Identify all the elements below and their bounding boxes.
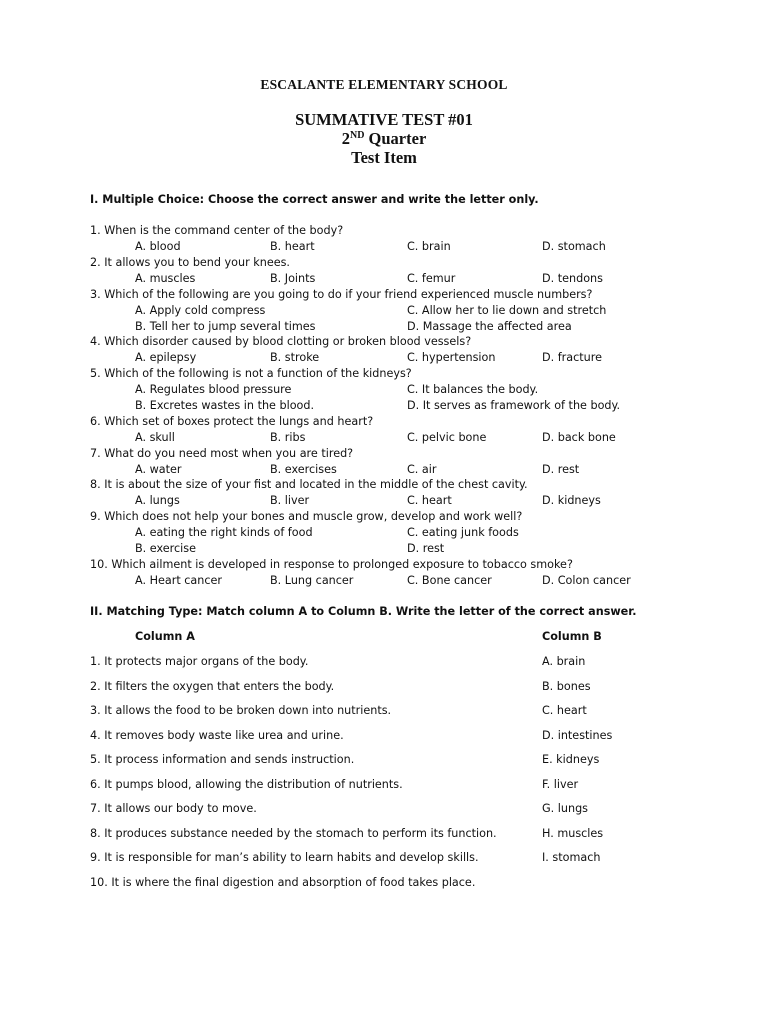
q4-option-a: A. epilepsy (135, 351, 197, 364)
question-4: 4. Which disorder caused by blood clotting or broken blood vessels? (90, 335, 472, 348)
column-b-item-c: C. heart (542, 704, 587, 717)
q3-option-b: B. Tell her to jump several times (135, 320, 316, 333)
question-5: 5. Which of the following is not a function of the kidneys? (90, 367, 412, 380)
q5-option-c: C. It balances the body. (407, 383, 539, 396)
q3-option-a: A. Apply cold compress (135, 304, 266, 317)
q6-option-a: A. skull (135, 431, 175, 444)
column-b-item-d: D. intestines (542, 729, 613, 742)
q7-option-c: C. air (407, 463, 437, 476)
q6-option-c: C. pelvic bone (407, 431, 487, 444)
column-b-item-h: H. muscles (542, 827, 604, 840)
q10-option-b: B. Lung cancer (270, 574, 354, 587)
q10-option-c: C. Bone cancer (407, 574, 492, 587)
q10-option-d: D. Colon cancer (542, 574, 631, 587)
column-a-item-2: 2. It filters the oxygen that enters the body. (90, 680, 335, 693)
q7-option-b: B. exercises (270, 463, 337, 476)
column-a-item-4: 4. It removes body waste like urea and urine. (90, 729, 344, 742)
quarter-number: 2 (341, 129, 350, 148)
q1-option-d: D. stomach (542, 240, 606, 253)
q5-option-a: A. Regulates blood pressure (135, 383, 292, 396)
q3-option-c: C. Allow her to lie down and stretch (407, 304, 607, 317)
column-a-item-7: 7. It allows our body to move. (90, 802, 257, 815)
column-a-heading: Column A (135, 630, 195, 643)
column-a-item-10: 10. It is where the final digestion and absorption of food takes place. (90, 876, 476, 889)
column-b-heading: Column B (542, 630, 602, 643)
q1-option-b: B. heart (270, 240, 315, 253)
test-subtitle: Test Item (351, 148, 417, 167)
q4-option-d: D. fracture (542, 351, 602, 364)
column-b-item-f: F. liver (542, 778, 579, 791)
q6-option-b: B. ribs (270, 431, 306, 444)
q2-option-c: C. femur (407, 272, 456, 285)
question-7: 7. What do you need most when you are tired? (90, 447, 354, 460)
q9-option-d: D. rest (407, 542, 445, 555)
q5-option-b: B. Excretes wastes in the blood. (135, 399, 315, 412)
question-8: 8. It is about the size of your fist and located in the middle of the chest cavity. (90, 478, 528, 491)
q2-option-b: B. Joints (270, 272, 316, 285)
q4-option-b: B. stroke (270, 351, 320, 364)
quarter-word: Quarter (368, 129, 427, 148)
question-1: 1. When is the command center of the body? (90, 224, 344, 237)
question-9: 9. Which does not help your bones and muscle grow, develop and work well? (90, 510, 523, 523)
test-title: SUMMATIVE TEST #01 (295, 110, 473, 129)
q1-option-a: A. blood (135, 240, 181, 253)
column-b-item-e: E. kidneys (542, 753, 600, 766)
q1-option-c: C. brain (407, 240, 451, 253)
quarter-suffix: ND (349, 130, 365, 141)
column-a-item-3: 3. It allows the food to be broken down into nutrients. (90, 704, 392, 717)
q8-option-b: B. liver (270, 494, 310, 507)
question-6: 6. Which set of boxes protect the lungs and heart? (90, 415, 374, 428)
q9-option-a: A. eating the right kinds of food (135, 526, 313, 539)
q8-option-a: A. lungs (135, 494, 180, 507)
q7-option-a: A. water (135, 463, 182, 476)
q4-option-c: C. hypertension (407, 351, 496, 364)
q6-option-d: D. back bone (542, 431, 616, 444)
column-b-item-b: B. bones (542, 680, 591, 693)
column-b-item-a: A. brain (542, 655, 586, 668)
q8-option-d: D. kidneys (542, 494, 601, 507)
column-a-item-5: 5. It process information and sends instruction. (90, 753, 355, 766)
q7-option-d: D. rest (542, 463, 580, 476)
column-a-item-8: 8. It produces substance needed by the stomach to perform its function. (90, 827, 497, 840)
column-a-item-6: 6. It pumps blood, allowing the distribution of nutrients. (90, 778, 403, 791)
part2-heading: II. Matching Type: Match column A to Column B. Write the letter of the correct answer. (90, 605, 637, 618)
column-a-item-1: 1. It protects major organs of the body. (90, 655, 309, 668)
q8-option-c: C. heart (407, 494, 452, 507)
part1-heading: I. Multiple Choice: Choose the correct answer and write the letter only. (90, 193, 539, 206)
q9-option-b: B. exercise (135, 542, 196, 555)
quarter-line (0, 129, 768, 149)
column-b-item-g: G. lungs (542, 802, 589, 815)
school-name: ESCALANTE ELEMENTARY SCHOOL (260, 77, 508, 92)
q2-option-d: D. tendons (542, 272, 603, 285)
column-a-item-9: 9. It is responsible for man’s ability to learn habits and develop skills. (90, 851, 479, 864)
question-3: 3. Which of the following are you going to do if your friend experienced muscle numbers? (90, 288, 593, 301)
column-b-item-i: I. stomach (542, 851, 601, 864)
q2-option-a: A. muscles (135, 272, 196, 285)
question-10: 10. Which ailment is developed in response to prolonged exposure to tobacco smoke? (90, 558, 573, 571)
q9-option-c: C. eating junk foods (407, 526, 519, 539)
question-2: 2. It allows you to bend your knees. (90, 256, 290, 269)
q3-option-d: D. Massage the affected area (407, 320, 572, 333)
q10-option-a: A. Heart cancer (135, 574, 222, 587)
q5-option-d: D. It serves as framework of the body. (407, 399, 621, 412)
